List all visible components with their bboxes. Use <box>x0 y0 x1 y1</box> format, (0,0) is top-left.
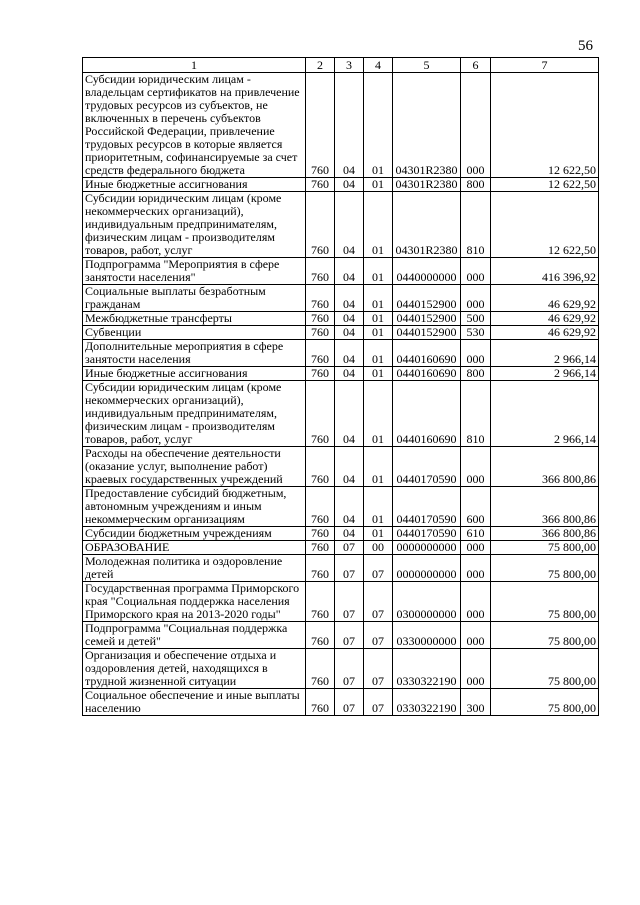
column-header: 4 <box>364 58 393 73</box>
row-name-cell: Расходы на обеспечение деятельности (оказание услуг, выполнение работ) краевых государственных учреждений <box>83 447 306 487</box>
code-cell: 760 <box>306 192 335 258</box>
subsection-cell: 07 <box>364 649 393 689</box>
row-name-cell: Межбюджетные трансферты <box>83 312 306 326</box>
subsection-cell: 01 <box>364 340 393 367</box>
subsection-cell: 01 <box>364 487 393 527</box>
target-article-cell: 0440170590 <box>393 487 461 527</box>
code-cell: 760 <box>306 258 335 285</box>
section-cell: 04 <box>335 73 364 178</box>
section-cell: 04 <box>335 326 364 340</box>
table-row <box>83 689 599 716</box>
code-cell: 760 <box>306 555 335 582</box>
amount-cell: 75 800,00 <box>491 689 599 716</box>
code-cell: 760 <box>306 527 335 541</box>
section-cell: 04 <box>335 367 364 381</box>
expense-type-cell: 610 <box>461 527 491 541</box>
section-cell: 07 <box>335 555 364 582</box>
amount-cell: 2 966,14 <box>491 340 599 367</box>
amount-cell: 366 800,86 <box>491 527 599 541</box>
section-cell: 07 <box>335 649 364 689</box>
expense-type-cell: 810 <box>461 381 491 447</box>
code-cell: 760 <box>306 689 335 716</box>
table-row <box>83 192 599 258</box>
table-row <box>83 258 599 285</box>
page-number: 56 <box>578 38 593 54</box>
table-row <box>83 541 599 555</box>
table-row <box>83 367 599 381</box>
code-cell: 760 <box>306 541 335 555</box>
row-name-cell: Государственная программа Приморского края "Социальная поддержка населения Приморского края на 2013-2020 годы" <box>83 582 306 622</box>
subsection-cell: 01 <box>364 73 393 178</box>
table-row <box>83 622 599 649</box>
row-name-cell: Организация и обеспечение отдыха и оздоровления детей, находящихся в трудной жизненной ситуации <box>83 649 306 689</box>
expense-type-cell: 000 <box>461 258 491 285</box>
table-body <box>83 73 599 716</box>
amount-cell: 366 800,86 <box>491 487 599 527</box>
code-cell: 760 <box>306 622 335 649</box>
row-name-cell: Иные бюджетные ассигнования <box>83 367 306 381</box>
subsection-cell: 01 <box>364 312 393 326</box>
section-cell: 07 <box>335 622 364 649</box>
budget-table <box>82 57 599 716</box>
column-header: 2 <box>306 58 335 73</box>
section-cell: 04 <box>335 285 364 312</box>
subsection-cell: 01 <box>364 192 393 258</box>
expense-type-cell: 000 <box>461 73 491 178</box>
expense-type-cell: 300 <box>461 689 491 716</box>
row-name-cell: Субсидии юридическим лицам (кроме некоммерческих организаций), индивидуальным предпринимателям, физическим лицам - производителям товаров, работ, услуг <box>83 192 306 258</box>
row-name-cell: ОБРАЗОВАНИЕ <box>83 541 306 555</box>
subsection-cell: 01 <box>364 367 393 381</box>
row-name-cell: Социальные выплаты безработным гражданам <box>83 285 306 312</box>
target-article-cell: 0000000000 <box>393 555 461 582</box>
section-cell: 07 <box>335 689 364 716</box>
subsection-cell: 01 <box>364 381 393 447</box>
expense-type-cell: 000 <box>461 555 491 582</box>
target-article-cell: 0440000000 <box>393 258 461 285</box>
code-cell: 760 <box>306 340 335 367</box>
section-cell: 04 <box>335 258 364 285</box>
subsection-cell: 01 <box>364 447 393 487</box>
target-article-cell: 0000000000 <box>393 541 461 555</box>
target-article-cell: 04301R2380 <box>393 178 461 192</box>
table-row <box>83 447 599 487</box>
code-cell: 760 <box>306 285 335 312</box>
target-article-cell: 0440160690 <box>393 367 461 381</box>
section-cell: 04 <box>335 527 364 541</box>
column-header: 1 <box>83 58 306 73</box>
column-header: 7 <box>491 58 599 73</box>
table-row <box>83 649 599 689</box>
code-cell: 760 <box>306 487 335 527</box>
section-cell: 04 <box>335 447 364 487</box>
expense-type-cell: 800 <box>461 367 491 381</box>
subsection-cell: 01 <box>364 178 393 192</box>
row-name-cell: Подпрограмма "Социальная поддержка семей и детей" <box>83 622 306 649</box>
section-cell: 04 <box>335 381 364 447</box>
target-article-cell: 0440160690 <box>393 381 461 447</box>
table-row <box>83 487 599 527</box>
row-name-cell: Молодежная политика и оздоровление детей <box>83 555 306 582</box>
target-article-cell: 0440160690 <box>393 340 461 367</box>
row-name-cell: Подпрограмма "Мероприятия в сфере занятости населения" <box>83 258 306 285</box>
code-cell: 760 <box>306 582 335 622</box>
column-header: 5 <box>393 58 461 73</box>
row-name-cell: Субвенции <box>83 326 306 340</box>
table-row <box>83 285 599 312</box>
code-cell: 760 <box>306 649 335 689</box>
code-cell: 760 <box>306 367 335 381</box>
section-cell: 04 <box>335 192 364 258</box>
target-article-cell: 0440152900 <box>393 285 461 312</box>
code-cell: 760 <box>306 178 335 192</box>
subsection-cell: 07 <box>364 555 393 582</box>
subsection-cell: 01 <box>364 326 393 340</box>
code-cell: 760 <box>306 326 335 340</box>
target-article-cell: 0440170590 <box>393 527 461 541</box>
amount-cell: 75 800,00 <box>491 649 599 689</box>
expense-type-cell: 000 <box>461 649 491 689</box>
target-article-cell: 0440152900 <box>393 312 461 326</box>
target-article-cell: 0440152900 <box>393 326 461 340</box>
target-article-cell: 0330322190 <box>393 649 461 689</box>
expense-type-cell: 800 <box>461 178 491 192</box>
amount-cell: 75 800,00 <box>491 582 599 622</box>
subsection-cell: 00 <box>364 541 393 555</box>
subsection-cell: 07 <box>364 689 393 716</box>
row-name-cell: Иные бюджетные ассигнования <box>83 178 306 192</box>
table-row <box>83 178 599 192</box>
expense-type-cell: 000 <box>461 582 491 622</box>
expense-type-cell: 000 <box>461 285 491 312</box>
section-cell: 04 <box>335 178 364 192</box>
subsection-cell: 07 <box>364 622 393 649</box>
target-article-cell: 0440170590 <box>393 447 461 487</box>
amount-cell: 75 800,00 <box>491 541 599 555</box>
target-article-cell: 0330322190 <box>393 689 461 716</box>
row-name-cell: Социальное обеспечение и иные выплаты населению <box>83 689 306 716</box>
column-header: 6 <box>461 58 491 73</box>
column-header: 3 <box>335 58 364 73</box>
amount-cell: 46 629,92 <box>491 326 599 340</box>
code-cell: 760 <box>306 312 335 326</box>
table-row <box>83 73 599 178</box>
amount-cell: 2 966,14 <box>491 367 599 381</box>
section-cell: 04 <box>335 487 364 527</box>
subsection-cell: 01 <box>364 258 393 285</box>
amount-cell: 12 622,50 <box>491 192 599 258</box>
table-row <box>83 527 599 541</box>
table-row <box>83 582 599 622</box>
row-name-cell: Субсидии юридическим лицам (кроме некоммерческих организаций), индивидуальным предпринимателям, физическим лицам - производителям товаров, работ, услуг <box>83 381 306 447</box>
expense-type-cell: 000 <box>461 447 491 487</box>
amount-cell: 12 622,50 <box>491 178 599 192</box>
expense-type-cell: 000 <box>461 541 491 555</box>
expense-type-cell: 600 <box>461 487 491 527</box>
target-article-cell: 0330000000 <box>393 622 461 649</box>
amount-cell: 75 800,00 <box>491 555 599 582</box>
row-name-cell: Субсидии бюджетным учреждениям <box>83 527 306 541</box>
target-article-cell: 04301R2380 <box>393 73 461 178</box>
amount-cell: 12 622,50 <box>491 73 599 178</box>
code-cell: 760 <box>306 73 335 178</box>
amount-cell: 75 800,00 <box>491 622 599 649</box>
expense-type-cell: 500 <box>461 312 491 326</box>
section-cell: 04 <box>335 340 364 367</box>
expense-type-cell: 810 <box>461 192 491 258</box>
code-cell: 760 <box>306 381 335 447</box>
expense-type-cell: 000 <box>461 622 491 649</box>
expense-type-cell: 530 <box>461 326 491 340</box>
amount-cell: 366 800,86 <box>491 447 599 487</box>
table-row <box>83 555 599 582</box>
table-row <box>83 340 599 367</box>
amount-cell: 2 966,14 <box>491 381 599 447</box>
table-row <box>83 312 599 326</box>
amount-cell: 46 629,92 <box>491 312 599 326</box>
code-cell: 760 <box>306 447 335 487</box>
amount-cell: 46 629,92 <box>491 285 599 312</box>
expense-type-cell: 000 <box>461 340 491 367</box>
row-name-cell: Субсидии юридическим лицам - владельцам сертификатов на привлечение трудовых ресурсов из субъектов, не включенных в перечень субъектов Российской Федерации, привлечение трудовых ресурсов в которые является приоритетным, софинансируемые за счет средств федерального бюджета <box>83 73 306 178</box>
table-row <box>83 381 599 447</box>
subsection-cell: 07 <box>364 582 393 622</box>
row-name-cell: Дополнительные мероприятия в сфере занятости населения <box>83 340 306 367</box>
row-name-cell: Предоставление субсидий бюджетным, автономным учреждениям и иным некоммерческим организациям <box>83 487 306 527</box>
section-cell: 07 <box>335 582 364 622</box>
section-cell: 07 <box>335 541 364 555</box>
target-article-cell: 0300000000 <box>393 582 461 622</box>
table-header-row <box>83 58 599 73</box>
subsection-cell: 01 <box>364 527 393 541</box>
amount-cell: 416 396,92 <box>491 258 599 285</box>
subsection-cell: 01 <box>364 285 393 312</box>
target-article-cell: 04301R2380 <box>393 192 461 258</box>
table-row <box>83 326 599 340</box>
section-cell: 04 <box>335 312 364 326</box>
